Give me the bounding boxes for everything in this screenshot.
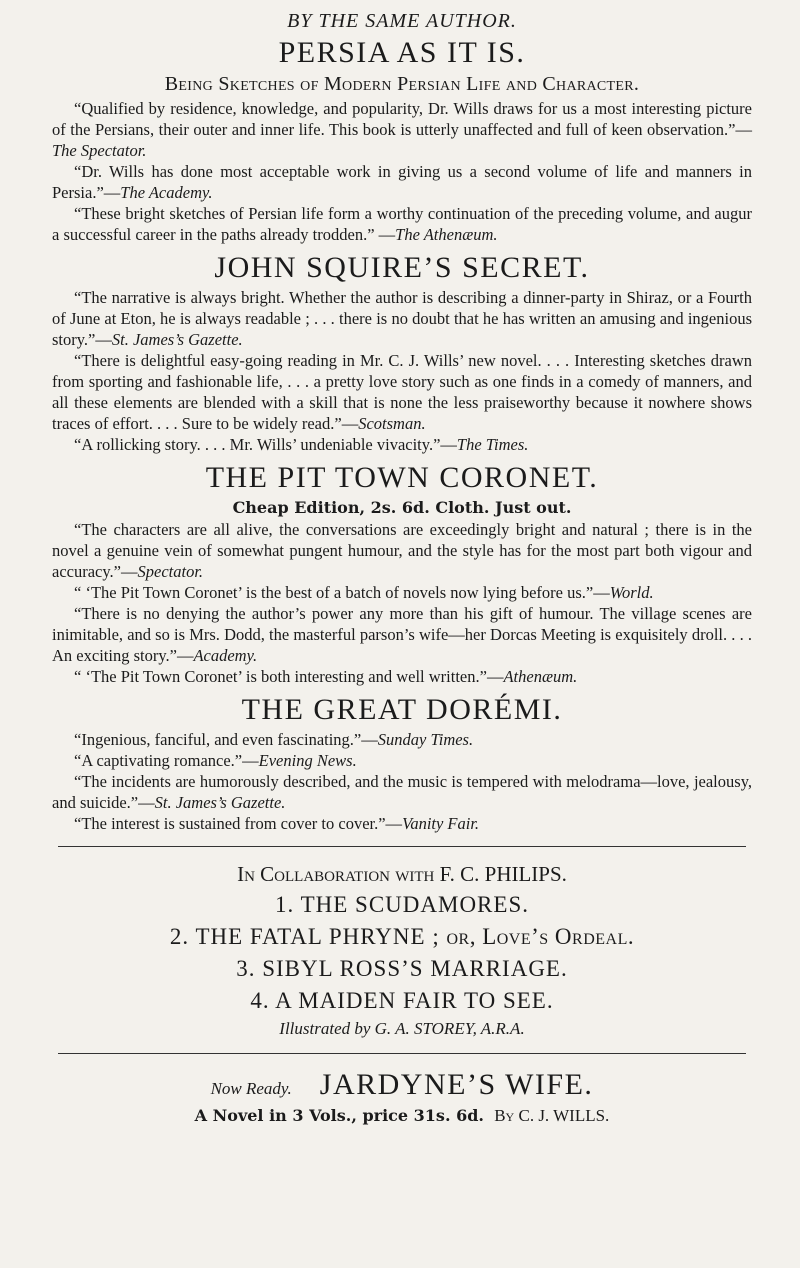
review: “Ingenious, fanciful, and even fascinating.”—Sunday Times. <box>74 730 474 749</box>
collab-book: 1. THE SCUDAMORES. <box>274 892 529 917</box>
review: “A captivating romance.”—Evening News. <box>74 751 357 770</box>
book-persia <box>52 34 752 245</box>
illustrator-credit: Illustrated by G. A. STOREY, A.R.A. <box>279 1019 525 1038</box>
review: “There is delightful easy-going reading in Mr. C. J. Wills’ new novel. . . . Interesting sketches drawn from sporting and fashionable life, . . . a pretty love story such as one finds in a comedy of manners, and all these elements are blended with a skill that is none the less praiseworthy because it nowhere shows traces of effort. . . . Sure to be widely read.”—Scotsman. <box>52 351 752 433</box>
edition-note: Cheap Edition, 2s. 6d. Cloth. Just out. <box>232 498 572 517</box>
review: “The narrative is always bright. Whether the author is describing a dinner-party in Shiraz, or a Fourth of June at Eton, he is always readable ; . . . there is no doubt that he has written an amusing and ingenious story.”—St. James’s Gazette. <box>52 288 752 349</box>
book-title: JARDYNE’S WIFE. <box>319 1068 594 1101</box>
review-source: The Times. <box>456 435 529 454</box>
review: “There is no denying the author’s power any more than his gift of humour. The village scenes are inimitable, and so is Mrs. Dodd, the masterful parson’s wife—her Dorcas Meeting is exquisitely droll. . . . An exciting story.”—Academy. <box>52 604 752 665</box>
review-source: The Spectator. <box>52 141 147 160</box>
book-jardyne <box>52 1066 752 1126</box>
review-source: Sunday Times. <box>377 730 474 749</box>
book-john-squire <box>52 249 752 455</box>
review-source: St. James’s Gazette. <box>111 330 243 349</box>
book-title: PERSIA AS IT IS. <box>278 36 526 69</box>
collab-book: 2. THE FATAL PHRYNE ; or, Love’s Ordeal. <box>169 924 635 949</box>
book-title: THE PIT TOWN CORONET. <box>205 461 599 494</box>
review: “A rollicking story. . . . Mr. Wills’ undeniable vivacity.”—The Times. <box>74 435 529 454</box>
review: “Dr. Wills has done most acceptable work in giving us a second volume of life and manners in Persia.”—The Academy. <box>52 162 752 202</box>
review-source: The Academy. <box>120 183 213 202</box>
review: “The incidents are humorously described, and the music is tempered with melodrama—love, jealousy, and suicide.”—St. James’s Gazette. <box>52 772 752 812</box>
review-source: Scotsman. <box>358 414 426 433</box>
review: “The characters are all alive, the conversations are exceedingly bright and natural ; there is in the novel a genuine vein of somewhat pungent humour, and the style has for the most part both vigour and accuracy.”—Spectator. <box>52 520 752 581</box>
review-source: World. <box>609 583 654 602</box>
collaboration-heading: In Collaboration with F. C. PHILIPS. <box>237 862 567 886</box>
collab-book: 3. SIBYL ROSS’S MARRIAGE. <box>236 956 568 981</box>
review-source: Academy. <box>193 646 258 665</box>
review: “Qualified by residence, knowledge, and popularity, Dr. Wills draws for us a most interesting picture of the Persians, their outer and inner life. This book is utterly unaffected and full of keen observation.”—The Spectator. <box>52 99 752 160</box>
now-ready-line <box>52 1066 752 1104</box>
review: “These bright sketches of Persian life form a worthy continuation of the preceding volume, and augur a successful career in the paths already trodden.” —The Athenæum. <box>52 204 752 244</box>
review-source: The Athenæum. <box>395 225 498 244</box>
book-great-doremi <box>52 691 752 834</box>
book-pit-town <box>52 459 752 687</box>
novel-price: A Novel in 3 Vols., price 31s. 6d. <box>194 1106 484 1125</box>
review-source: Evening News. <box>258 751 357 770</box>
book-title: JOHN SQUIRE’S SECRET. <box>214 251 590 284</box>
review-source: St. James’s Gazette. <box>154 793 286 812</box>
divider <box>58 846 746 847</box>
collaboration-section <box>52 859 752 1041</box>
review-source: Vanity Fair. <box>402 814 480 833</box>
now-ready-label: Now Ready. <box>210 1079 292 1098</box>
author-credit: By C. J. WILLS. <box>494 1106 610 1125</box>
review: “The interest is sustained from cover to cover.”—Vanity Fair. <box>74 814 480 833</box>
review-source: Spectator. <box>137 562 204 581</box>
book-title: THE GREAT DORÉMI. <box>241 693 563 726</box>
review: “ ‘The Pit Town Coronet’ is both interesting and well written.”—Athenæum. <box>74 667 578 686</box>
book-subtitle: Being Sketches of Modern Persian Life and Character. <box>164 73 640 95</box>
review: “ ‘The Pit Town Coronet’ is the best of a batch of novels now lying before us.”—World. <box>74 583 654 602</box>
divider <box>58 1053 746 1054</box>
collab-book: 4. A MAIDEN FAIR TO SEE. <box>250 988 554 1013</box>
advertisement-page <box>52 8 752 1126</box>
novel-details <box>52 1106 752 1126</box>
running-head: BY THE SAME AUTHOR. <box>287 10 517 32</box>
review-source: Athenæum. <box>503 667 578 686</box>
